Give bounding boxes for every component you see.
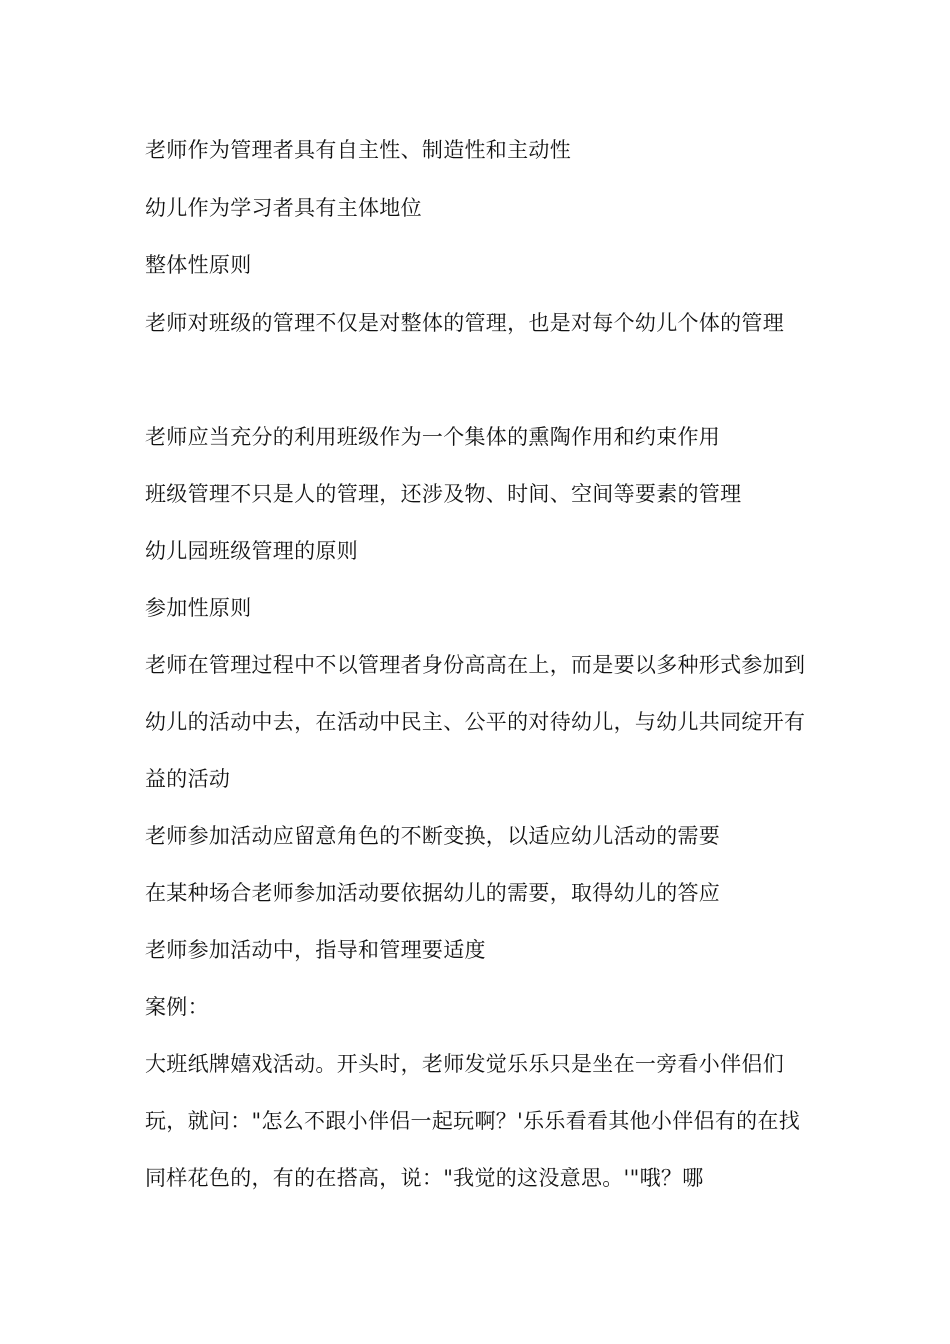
paragraph-4: 老师应当充分的利用班级作为一个集体的熏陶作用和约束作用: [145, 425, 721, 449]
section-heading-class-management-principles: 幼儿园班级管理的原则: [145, 539, 358, 563]
paragraph-9: 老师参加活动中，指导和管理要适度: [145, 938, 486, 962]
case-label: 案例：: [145, 995, 209, 1019]
paragraph-2: 幼儿作为学习者具有主体地位: [145, 196, 422, 220]
section-heading-holistic-principle: 整体性原则: [145, 253, 252, 277]
paragraph-3: 老师对班级的管理不仅是对整体的管理，也是对每个幼儿个体的管理: [145, 311, 784, 335]
paragraph-6: 老师在管理过程中不以管理者身份高高在上，而是要以多种形式参加到幼儿的活动中去，在活动中民主、公平的对待幼儿，与幼儿共同绽开有益的活动: [145, 653, 806, 791]
paragraph-7: 老师参加活动应留意角色的不断变换，以适应幼儿活动的需要: [145, 824, 721, 848]
paragraph-1: 老师作为管理者具有自主性、制造性和主动性: [145, 138, 571, 162]
section-heading-participation-principle: 参加性原则: [145, 596, 252, 620]
paragraph-5: 班级管理不只是人的管理，还涉及物、时间、空间等要素的管理: [145, 482, 742, 506]
case-paragraph: 大班纸牌嬉戏活动。开头时，老师发觉乐乐只是坐在一旁看小伴侣们玩，就问："怎么不跟小伴侣一起玩啊？'乐乐看看其他小伴侣有的在找同样花色的，有的在搭高，说："我觉的这没意思。'"哦？哪: [145, 1052, 801, 1190]
paragraph-8: 在某种场合老师参加活动要依据幼儿的需要，取得幼儿的答应: [145, 881, 721, 905]
